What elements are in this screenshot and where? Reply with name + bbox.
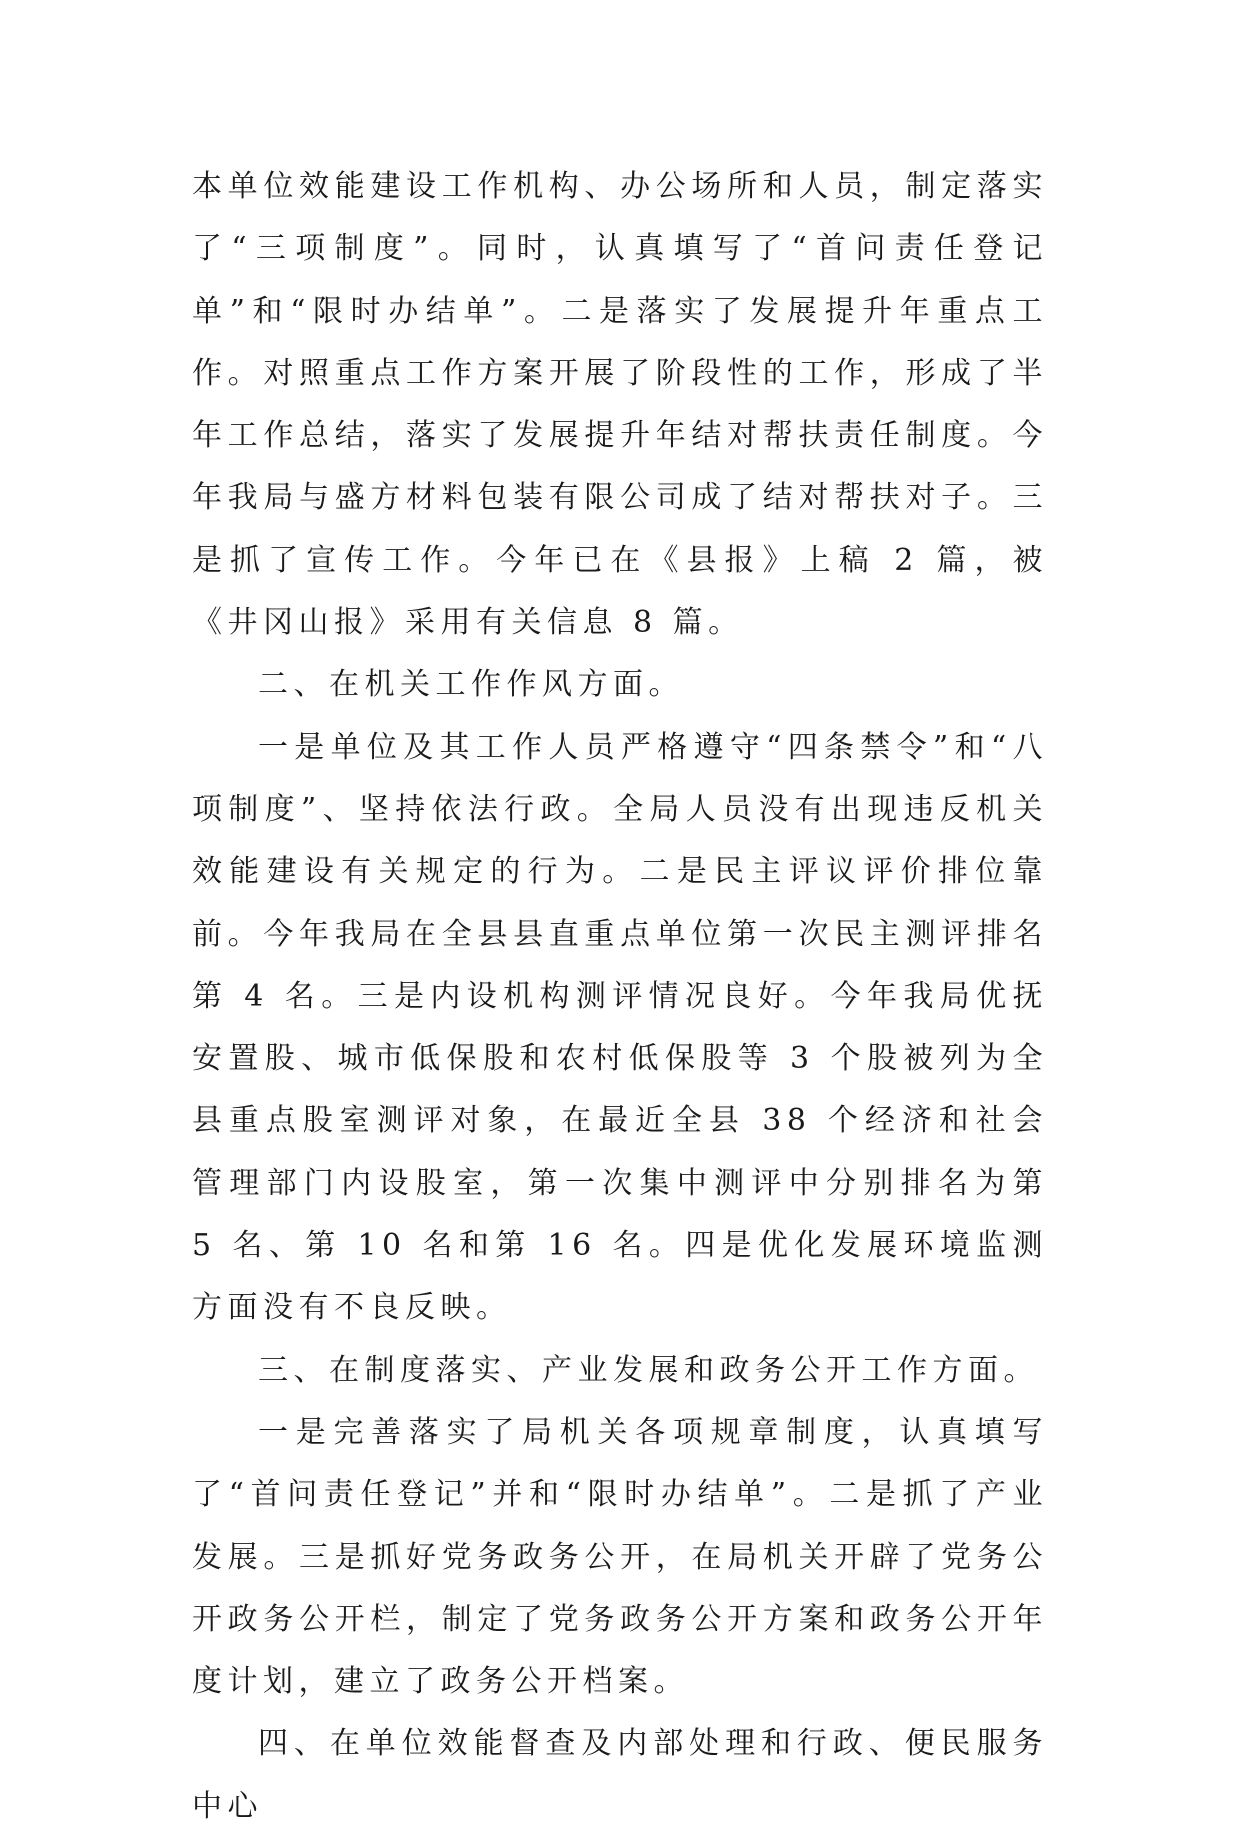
paragraph-continuation: 本单位效能建设工作机构、办公场所和人员，制定落实了“三项制度”。同时，认真填写了“首问责任登记单”和“限时办结单”。二是落实了发展提升年重点工作。对照重点工作方案开展了阶段性的工作，形成了半年工作总结，落实了发展提升年结对帮扶责任制度。今年我局与盛方材料包装有限公司成了结对帮扶对子。三是抓了宣传工作。今年已在《县报》上稿 2 篇，被《井冈山报》采用有关信息 8 篇。 bbox=[192, 169, 1048, 641]
section-heading-system-implementation: 三、在制度落实、产业发展和政务公开工作方面。 bbox=[258, 1352, 1039, 1388]
paragraph-work-style: 一是单位及其工作人员严格遵守“四条禁令”和“八项制度”、坚持依法行政。全局人员没有出现违反机关效能建设有关规定的行为。二是民主评议评价排位靠前。今年我局在全县县直重点单位第一次民主测评排名第 4 名。三是内设机构测评情况良好。今年我局优抚安置股、城市低保股和农村低保股等 3 个股被列为全县重点股室测评对象，在最近全县 38 个经济和社会管理部门内设股室，第一次集中测评中分别排名为第 5 名、第 10 名和第 16 名。四是优化发展环境监测方面没有不良反映。 bbox=[192, 729, 1048, 1326]
section-heading-work-style: 二、在机关工作作风方面。 bbox=[258, 667, 684, 703]
paragraph-system-implementation: 一是完善落实了局机关各项规章制度，认真填写了“首问责任登记”并和“限时办结单”。二是抓了产业发展。三是抓好党务政务公开，在局机关开辟了党务公开政务公开栏，制定了党务政务公开方案和政务公开年度计划，建立了政务公开档案。 bbox=[192, 1414, 1048, 1700]
document-body bbox=[192, 156, 1048, 1838]
section-heading-supervision: 四、在单位效能督查及内部处理和行政、便民服务中心 bbox=[192, 1726, 1048, 1824]
